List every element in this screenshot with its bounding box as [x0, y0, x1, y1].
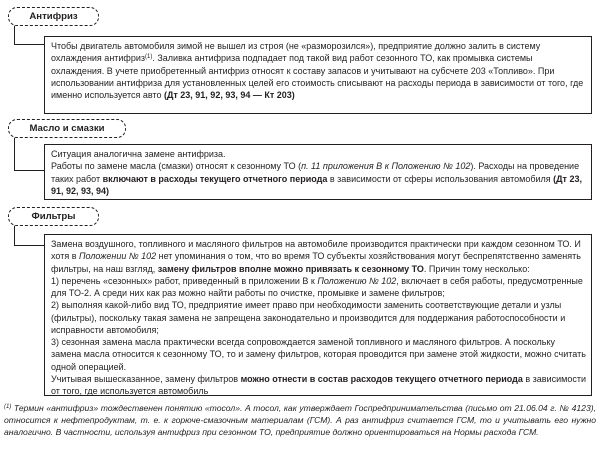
footnote-marker: (1)	[4, 404, 12, 410]
text-run: . Причин тому несколько:	[423, 263, 530, 274]
text-run: в зависимости от сферы использования автомобиля	[327, 173, 554, 184]
footnote-marker: (1)	[145, 54, 153, 61]
bold-text: (Дт 23, 91, 92, 93, 94)	[51, 173, 582, 196]
text-run: нет упоминания о том, что во время ТО субъекты хозяйствования могут беспрепятственно заменять фильтры, на наш взгляд,	[51, 251, 581, 274]
italic-text: п. 11 приложения В к Положению № 102	[301, 161, 471, 172]
italic-text: Положении № 102	[78, 251, 157, 262]
section-paragraph	[51, 373, 586, 398]
bold-text: включают в расходы текущего отчетного периода	[102, 173, 328, 184]
section-paragraph	[51, 336, 586, 373]
bold-text: можно отнести в состав расходов текущего отчетного периода	[240, 373, 523, 384]
text-run: Учитывая вышесказанное, замену фильтров	[51, 373, 241, 384]
text-run: Термин «антифриз» тождественен понятию «тосол». А тосол, как утверждает Госпредпринимательства (письмо от 21.06.04 г. № 4123), относится к нефтепродуктам, т. е. к горюче-смазочным материалам (ГСМ). А раз антифриз считается ГСМ, то и учитывать его нужно аналогично. В частности, используя антифриз при сезонном ТО, предприятие должно ориентироваться на Нормы расхода ГСМ.	[4, 403, 596, 438]
section-paragraph	[51, 160, 586, 197]
section-paragraph	[51, 238, 586, 275]
section-tag-filters: Фильтры	[8, 207, 99, 226]
section-box-filters	[44, 234, 592, 396]
text-run: ). Расходы на проведение таких работ	[51, 161, 580, 184]
section-tag-antifreeze: Антифриз	[8, 7, 99, 26]
section-box-oil	[44, 144, 592, 200]
text-run: Работы по замене масла (смазки) относят к сезонному ТО (	[51, 161, 302, 172]
connector-oil	[14, 137, 44, 171]
text-run: Ситуация аналогична замене антифриза.	[51, 149, 226, 159]
text-run: 1) перечень «сезонных» работ, приведенный в приложении В к	[51, 275, 318, 286]
connector-antifreeze	[14, 25, 44, 45]
bold-text: замену фильтров вполне можно привязать к сезонному ТО	[157, 263, 424, 274]
text-run: 2) выполняя какой-либо вид ТО, предприятие имеет право при необходимости заменить соответствующие детали и узлы (фильтры), поскольку такая замена не запрещена законодательно и производится для поддержания работоспособности и исправности автомобиля;	[51, 300, 566, 335]
section-paragraph	[51, 148, 586, 160]
text-run: . Заливка антифриза подпадает под такой вид работ сезонного ТО, как промывка системы охлаждения. В учете приобретенный антифриз относят к составу запасов и учитывают на субсчете 203 «Топливо». При использовании антифриза для установленных целей его стоимость списывают на расходы периода в зависимости от того, где именно используется авто	[51, 53, 584, 100]
section-paragraph	[51, 40, 586, 101]
text-run: 3) сезонная замена масла практически всегда сопровождается заменой топливного и масляного фильтров. А поскольку замена масла относится к сезонному ТО, то и замену фильтров, которая проводится при замене этой жидкости, можно считать одной операцией.	[51, 337, 586, 372]
section-paragraph	[51, 275, 586, 300]
bold-text: (Дт 23, 91, 92, 93, 94 — Кт 203)	[163, 90, 295, 100]
section-paragraph	[51, 299, 586, 336]
text-run: в зависимости от того, где используется автомобиль	[51, 373, 586, 396]
text-run: Чтобы двигатель автомобиля зимой не вышел из строя (не «разморозился»), предприятие должно залить в систему охлаждения антифриз	[51, 41, 541, 64]
section-tag-oil: Масло и смазки	[8, 119, 126, 138]
italic-text: Положению № 102	[317, 275, 397, 286]
section-box-antifreeze	[44, 36, 592, 114]
footnote	[4, 402, 596, 439]
text-run: Замена воздушного, топливного и масляного фильтров на автомобиле производится практически при каждом сезонном ТО. И хотя в	[51, 239, 581, 262]
connector-filters	[14, 225, 44, 246]
text-run: , включает в себя работы, предусмотренные для ТО-2. А среди них как раз можно найти работы по очистке, промывке и замене фильтров;	[51, 275, 583, 298]
